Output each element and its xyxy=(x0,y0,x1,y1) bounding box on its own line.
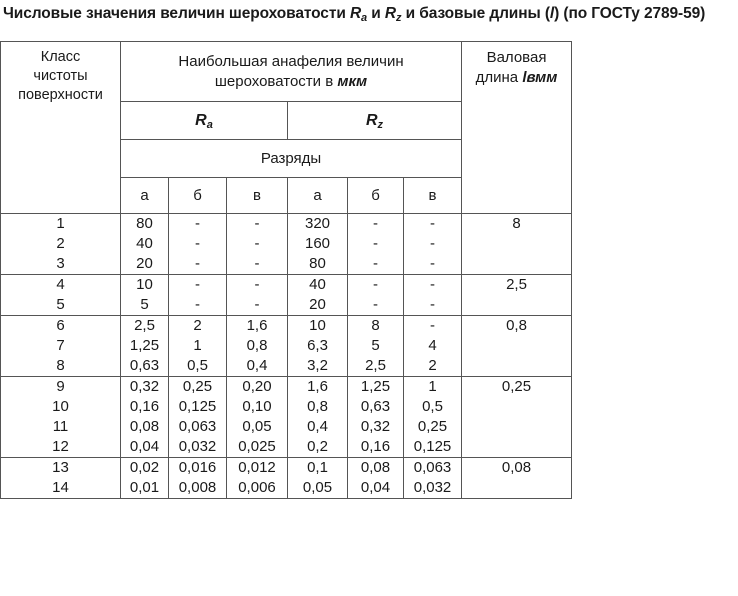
cell-class xyxy=(1,316,121,377)
title-rz-symbol: $R_z$ xyxy=(384,5,402,24)
ra-b-value: 0,016 xyxy=(178,459,217,476)
title-and-text: и xyxy=(367,5,385,22)
rz-v-value: - xyxy=(430,276,435,293)
ra-v-value: 0,025 xyxy=(238,438,276,455)
ra-a-value: 2,5 xyxy=(134,317,155,334)
header-length-line-1: Валовая xyxy=(486,49,547,66)
rz-b-value: 0,04 xyxy=(360,479,391,496)
rz-b-value: - xyxy=(373,296,378,313)
ra-b-value: 0,008 xyxy=(178,479,217,496)
header-max-values-cell xyxy=(121,42,462,102)
rz-v-value: - xyxy=(430,255,435,272)
ra-a-value: 0,08 xyxy=(129,418,160,435)
ra-b-value: 0,063 xyxy=(178,418,217,435)
class-value: 7 xyxy=(56,337,65,354)
ra-a-value: 0,04 xyxy=(129,438,160,455)
class-value: 5 xyxy=(56,296,65,313)
cell-ra-v xyxy=(227,275,288,316)
cell-ra-b xyxy=(169,458,227,499)
cell-ra-b xyxy=(169,377,227,458)
rz-b-value: - xyxy=(373,276,378,293)
length-value: 0,8 xyxy=(506,317,527,334)
ra-v-value: 0,012 xyxy=(238,459,276,476)
rz-a-value: 6,3 xyxy=(307,337,328,354)
ra-b-value: 0,5 xyxy=(187,357,208,374)
ra-b-value: - xyxy=(195,215,200,232)
cell-rz-v xyxy=(404,458,462,499)
rz-b-value: - xyxy=(373,255,378,272)
cell-ra-b xyxy=(169,316,227,377)
cell-ra-v xyxy=(227,458,288,499)
rz-v-value: - xyxy=(430,235,435,252)
title-text-end: ) (по ГОСТу 2789-59) xyxy=(554,5,706,22)
header-sub-rz-b: б xyxy=(348,178,404,214)
rz-a-value: 0,2 xyxy=(307,438,328,455)
table-row xyxy=(1,275,572,316)
ra-a-value: 5 xyxy=(140,296,149,313)
ra-v-value: - xyxy=(254,215,260,232)
rz-v-value: - xyxy=(430,296,435,313)
cell-rz-a xyxy=(288,316,348,377)
rz-v-value: 0,063 xyxy=(413,459,452,476)
rz-v-value: 4 xyxy=(428,337,437,354)
ra-b-value: - xyxy=(195,235,200,252)
rz-a-value: 3,2 xyxy=(307,357,328,374)
ra-v-value: 0,4 xyxy=(246,357,268,374)
header-sub-ra-b: б xyxy=(169,178,227,214)
length-value: 2,5 xyxy=(506,276,527,293)
page-title xyxy=(3,3,738,25)
header-grades-cell: Разряды xyxy=(121,140,462,178)
header-max-line-1: Наибольшая анафелия величин xyxy=(178,52,404,70)
rz-b-value: 0,63 xyxy=(360,398,391,415)
ra-v-value: - xyxy=(254,276,260,293)
class-value: 12 xyxy=(52,438,69,455)
class-value: 8 xyxy=(56,357,65,374)
header-length-line-2: длина lвмм xyxy=(475,69,558,86)
rz-b-value: 0,32 xyxy=(360,418,391,435)
header-length-cell xyxy=(462,42,572,214)
header-sub-rz-v: в xyxy=(404,178,462,214)
rz-b-value: - xyxy=(373,235,378,252)
class-value: 2 xyxy=(56,235,65,252)
ra-b-value: 0,25 xyxy=(182,378,213,395)
header-length-symbol: lвмм xyxy=(522,69,558,86)
rz-a-value: 80 xyxy=(309,255,326,272)
rz-v-value: 0,125 xyxy=(413,438,452,455)
header-class-line-1: Класс xyxy=(40,49,81,65)
cell-length xyxy=(462,316,572,377)
ra-v-value: 0,10 xyxy=(242,398,272,415)
ra-b-value: - xyxy=(195,276,200,293)
length-value: 0,08 xyxy=(501,459,532,476)
class-value: 14 xyxy=(52,479,69,496)
table-row xyxy=(1,458,572,499)
ra-v-value: 0,05 xyxy=(242,418,272,435)
cell-class xyxy=(1,377,121,458)
cell-class xyxy=(1,275,121,316)
ra-a-value: 0,01 xyxy=(129,479,160,496)
cell-ra-a xyxy=(121,275,169,316)
header-class-line-2: чистоты xyxy=(33,68,88,84)
class-value: 9 xyxy=(56,378,65,395)
cell-rz-v xyxy=(404,214,462,275)
ra-b-value: 1 xyxy=(193,337,202,354)
rz-b-value: 0,08 xyxy=(360,459,391,476)
rz-v-value: 0,032 xyxy=(413,479,452,496)
cell-length xyxy=(462,377,572,458)
class-value: 3 xyxy=(56,255,65,272)
rz-b-value: 5 xyxy=(371,337,380,354)
rz-a-value: 0,05 xyxy=(302,479,333,496)
ra-a-value: 40 xyxy=(136,235,153,252)
rz-b-value: 8 xyxy=(371,317,380,334)
ra-v-value: 0,8 xyxy=(246,337,268,354)
cell-length xyxy=(462,275,572,316)
roughness-table xyxy=(0,41,572,499)
class-value: 4 xyxy=(56,276,65,293)
cell-class xyxy=(1,214,121,275)
ra-b-value: 0,032 xyxy=(178,438,217,455)
ra-v-value: - xyxy=(254,296,260,313)
ra-b-value: 2 xyxy=(193,317,202,334)
cell-ra-a xyxy=(121,214,169,275)
cell-ra-a xyxy=(121,458,169,499)
class-value: 6 xyxy=(56,317,65,334)
rz-a-value: 0,8 xyxy=(307,398,328,415)
cell-ra-v xyxy=(227,377,288,458)
rz-a-value: 0,1 xyxy=(307,459,328,476)
rz-v-value: - xyxy=(430,215,435,232)
ra-b-value: - xyxy=(195,296,200,313)
cell-rz-v xyxy=(404,377,462,458)
rz-b-value: 0,16 xyxy=(360,438,391,455)
header-sub-ra-a: а xyxy=(121,178,169,214)
header-sub-rz-a: а xyxy=(288,178,348,214)
cell-rz-a xyxy=(288,458,348,499)
rz-b-value: 2,5 xyxy=(365,357,386,374)
cell-ra-v xyxy=(227,214,288,275)
cell-rz-a xyxy=(288,275,348,316)
table-row xyxy=(1,214,572,275)
ra-v-value: 0,20 xyxy=(242,378,272,395)
ra-a-value: 20 xyxy=(136,255,153,272)
table-row xyxy=(1,316,572,377)
cell-ra-b xyxy=(169,275,227,316)
title-ra-symbol: $R_a$ xyxy=(349,5,368,24)
length-value: 0,25 xyxy=(501,378,532,395)
cell-rz-v xyxy=(404,275,462,316)
class-value: 1 xyxy=(56,215,65,232)
ra-a-value: 0,32 xyxy=(129,378,160,395)
cell-ra-b xyxy=(169,214,227,275)
header-max-unit: мкм xyxy=(337,72,368,90)
ra-a-value: 0,63 xyxy=(129,357,160,374)
ra-a-value: 10 xyxy=(136,276,153,293)
class-value: 11 xyxy=(52,418,69,435)
ra-v-value: - xyxy=(254,235,260,252)
cell-rz-a xyxy=(288,214,348,275)
table-row xyxy=(1,377,572,458)
ra-v-value: 0,006 xyxy=(238,479,276,496)
ra-v-value: 1,6 xyxy=(246,317,268,334)
rz-v-value: 0,25 xyxy=(417,418,448,435)
ra-b-value: - xyxy=(195,255,200,272)
cell-rz-b xyxy=(348,377,404,458)
length-value: 8 xyxy=(512,215,521,232)
header-sub-ra-v: в xyxy=(227,178,288,214)
cell-rz-v xyxy=(404,316,462,377)
rz-a-value: 40 xyxy=(309,276,326,293)
cell-rz-b xyxy=(348,275,404,316)
class-value: 13 xyxy=(52,459,69,476)
cell-rz-b xyxy=(348,316,404,377)
header-rz-cell: $R_z$ xyxy=(288,102,462,140)
cell-rz-b xyxy=(348,214,404,275)
cell-ra-v xyxy=(227,316,288,377)
rz-v-value: 1 xyxy=(428,378,437,395)
header-class-cell xyxy=(1,42,121,214)
rz-a-value: 20 xyxy=(309,296,326,313)
ra-a-value: 0,02 xyxy=(129,459,160,476)
cell-rz-a xyxy=(288,377,348,458)
rz-b-value: - xyxy=(373,215,378,232)
ra-a-value: 0,16 xyxy=(129,398,160,415)
cell-ra-a xyxy=(121,316,169,377)
cell-class xyxy=(1,458,121,499)
header-class-line-3: поверхности xyxy=(18,87,103,103)
ra-a-value: 80 xyxy=(136,215,153,232)
class-value: 10 xyxy=(52,398,69,415)
rz-v-value: 0,5 xyxy=(422,398,443,415)
rz-v-value: 2 xyxy=(428,357,437,374)
cell-length xyxy=(462,214,572,275)
ra-b-value: 0,125 xyxy=(178,398,217,415)
rz-a-value: 160 xyxy=(304,235,331,252)
title-l-symbol: l xyxy=(549,5,555,22)
title-text-after: и базовые длины ( xyxy=(401,5,550,22)
cell-ra-a xyxy=(121,377,169,458)
rz-a-value: 10 xyxy=(309,317,326,334)
ra-a-value: 1,25 xyxy=(129,337,160,354)
cell-rz-b xyxy=(348,458,404,499)
ra-v-value: - xyxy=(254,255,260,272)
header-max-line-2: шероховатости в мкм xyxy=(214,72,368,90)
title-text-before: Числовые значения величин шероховатости xyxy=(3,5,350,22)
rz-v-value: - xyxy=(430,317,435,334)
header-ra-cell: $R_a$ xyxy=(121,102,288,140)
cell-length xyxy=(462,458,572,499)
rz-a-value: 1,6 xyxy=(307,378,328,395)
rz-b-value: 1,25 xyxy=(360,378,391,395)
rz-a-value: 0,4 xyxy=(307,418,328,435)
rz-a-value: 320 xyxy=(304,215,331,232)
